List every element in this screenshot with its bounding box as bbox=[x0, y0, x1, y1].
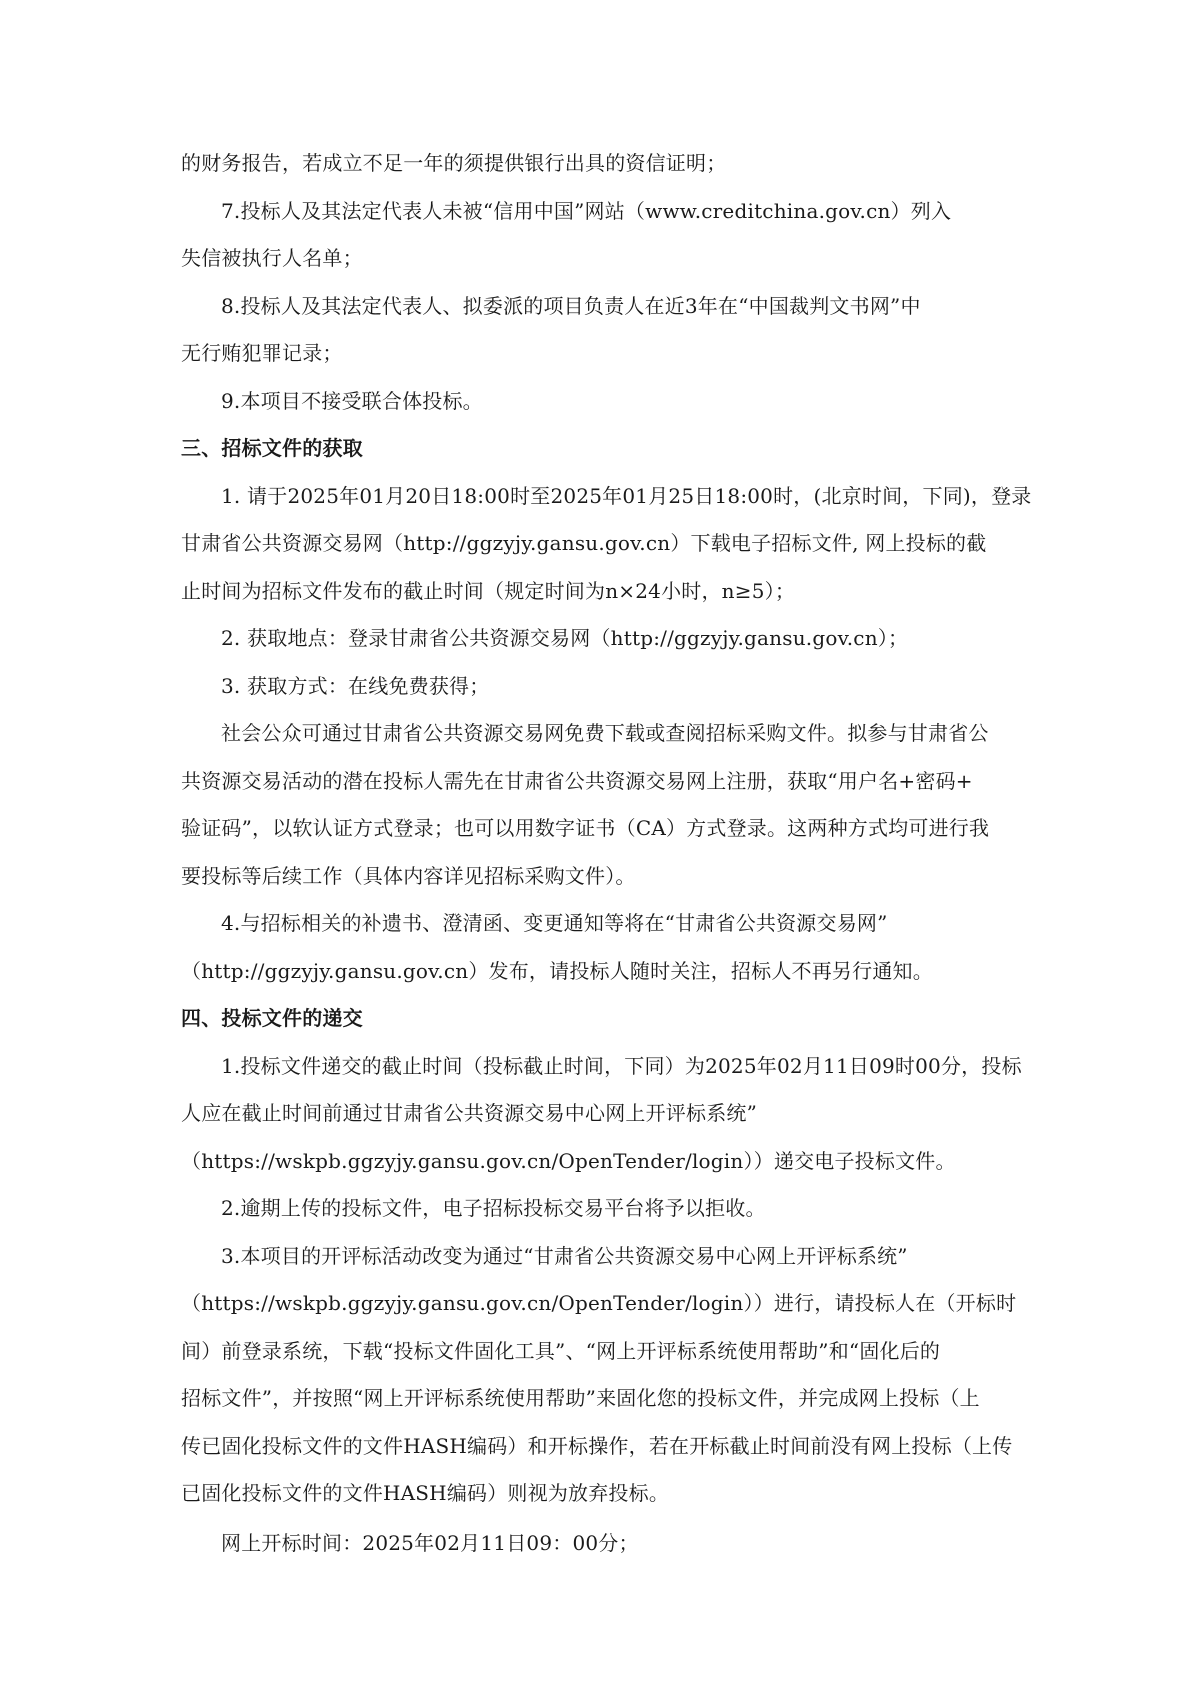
text-line: 共资源交易活动的潜在投标人需先在甘肃省公共资源交易网上注册，获取“用户名+密码+ bbox=[181, 768, 973, 793]
text-line: 9.本项目不接受联合体投标。 bbox=[221, 388, 483, 413]
text-line: 人应在截止时间前通过甘肃省公共资源交易中心网上开评标系统” bbox=[181, 1101, 758, 1125]
text-line: 3.本项目的开评标活动改变为通过“甘肃省公共资源交易中心网上开评标系统” bbox=[221, 1243, 908, 1268]
text-line: 网上开标时间：2025年02月11日09：00分； bbox=[221, 1530, 639, 1555]
text-line: 的财务报告，若成立不足一年的须提供银行出具的资信证明； bbox=[181, 151, 727, 175]
text-line: 甘肃省公共资源交易网（http://ggzyjy.gansu.gov.cn）下载电子招标文件, 网上投标的截 bbox=[181, 531, 987, 555]
text-line: 2. 获取地点：登录甘肃省公共资源交易网（http://ggzyjy.gansu.gov.cn）； bbox=[221, 626, 909, 650]
section-heading: 三、招标文件的获取 bbox=[181, 436, 363, 460]
text-line: 传已固化投标文件的文件HASH编码）和开标操作，若在开标截止时间前没有网上投标（上传 bbox=[181, 1433, 1013, 1458]
text-line: 4.与招标相关的补遗书、澄清函、变更通知等将在“甘肃省公共资源交易网” bbox=[221, 911, 888, 935]
text-line: 招标文件”，并按照“网上开评标系统使用帮助”来固化您的投标文件，并完成网上投标（上 bbox=[181, 1386, 980, 1410]
section-heading: 四、投标文件的递交 bbox=[181, 1006, 363, 1030]
text-line: 要投标等后续工作（具体内容详见招标采购文件）。 bbox=[181, 863, 636, 888]
text-line: 1.投标文件递交的截止时间（投标截止时间，下同）为2025年02月11日09时00分，投标 bbox=[221, 1053, 1022, 1078]
text-line: 失信被执行人名单； bbox=[181, 246, 363, 270]
text-line: 验证码”，以软认证方式登录；也可以用数字证书（CA）方式登录。这两种方式均可进行我 bbox=[181, 816, 990, 840]
text-line: 已固化投标文件的文件HASH编码）则视为放弃投标。 bbox=[181, 1481, 670, 1505]
text-line: 1. 请于2025年01月20日18:00时至2025年01月25日18:00时，(北京时间，下同)，登录 bbox=[221, 483, 1032, 508]
text-line: 社会公众可通过甘肃省公共资源交易网免费下载或查阅招标采购文件。拟参与甘肃省公 bbox=[221, 721, 989, 745]
text-line: 止时间为招标文件发布的截止时间（规定时间为n×24小时，n≥5）； bbox=[181, 578, 796, 603]
text-line: 间）前登录系统，下载“投标文件固化工具”、“网上开评标系统使用帮助”和“固化后的 bbox=[181, 1338, 941, 1363]
text-line: 2.逾期上传的投标文件，电子招标投标交易平台将予以拒收。 bbox=[221, 1196, 766, 1220]
text-line: （https://wskpb.ggzyjy.gansu.gov.cn/OpenTender/login））进行，请投标人在（开标时 bbox=[181, 1291, 1017, 1315]
text-line: 7.投标人及其法定代表人未被“信用中国”网站（www.creditchina.gov.cn）列入 bbox=[221, 198, 952, 223]
text-line: 8.投标人及其法定代表人、拟委派的项目负责人在近3年在“中国裁判文书网”中 bbox=[221, 293, 921, 318]
document-page bbox=[181, 140, 1032, 1567]
text-line: 无行贿犯罪记录； bbox=[181, 341, 343, 365]
text-line: （https://wskpb.ggzyjy.gansu.gov.cn/OpenTender/login））递交电子投标文件。 bbox=[181, 1148, 956, 1173]
text-line: （http://ggzyjy.gansu.gov.cn）发布，请投标人随时关注，招标人不再另行通知。 bbox=[181, 958, 933, 983]
text-line: 3. 获取方式：在线免费获得； bbox=[221, 673, 490, 698]
